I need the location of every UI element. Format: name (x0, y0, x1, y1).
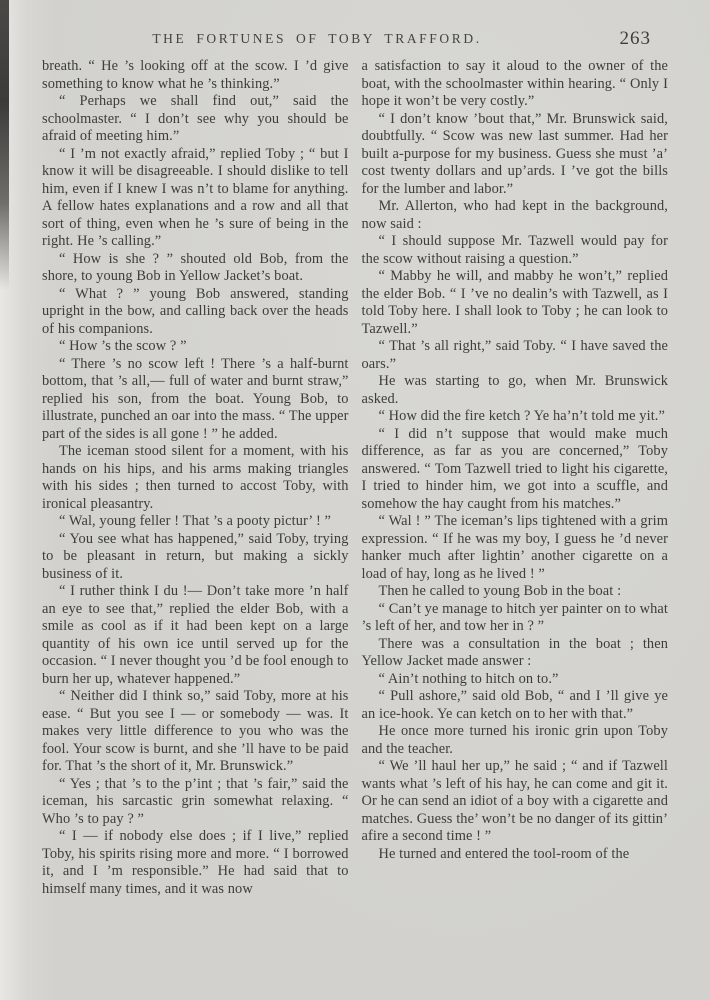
paragraph: He turned and entered the tool-room of the (378, 845, 630, 862)
paragraph: The iceman stood silent for a moment, with his hands on his hips, and his arms making triangles with his sides ; then turned to accost Toby, with ironical pleasantry. (42, 443, 349, 512)
running-head (42, 28, 668, 53)
paragraph: “ Neither did I think so,” said Toby, more at his ease. “ But you see I — or somebody — was. It makes very little difference to you who was the fool. Your scow is burnt, and she ’ll have to be paid for. That ’s the short of it, Mr. Brunswick.” (42, 688, 349, 774)
paragraph: “ We ’ll haul her up,” he said ; “ and if Tazwell wants what ’s left of his hay, he can come and git it. Or he can send an idiot of a boy with a cigarette and matches. Guess the’ won’t be no danger of its gittin’ afire a second time ! ” (361, 758, 668, 844)
paragraph: “ You see what has happened,” said Toby, trying to be pleasant in return, but making a sickly business of it. (42, 530, 349, 582)
paragraph: “ How ’s the scow ? ” (59, 338, 187, 354)
paragraph: “ I ’m not exactly afraid,” replied Toby ; “ but I know it will be disagreeable. I should dislike to tell him, even if I knew I was n’t to blame for anything. A fellow hates explanations and a row and all that sort of thing, even when he ’s sure of being in the right. He ’s calling.” (42, 145, 349, 249)
paragraph: “ I ruther think I du !— Don’t take more ’n half an eye to see that,” replied the elder Bob, with a smile as cool as if it had been kept on a large quantity of his own ice until served up for the occasion. “ I never thought you ’d be fool enough to burn her up, whatever happened.” (42, 583, 349, 687)
paragraph: “ Ain’t nothing to hitch on to.” (378, 670, 559, 687)
gutter-shadow (0, 0, 9, 290)
paragraph: There was a consultation in the boat ; then Yellow Jacket made answer : (361, 635, 668, 669)
paragraph: Then he called to young Bob in the boat : (378, 583, 622, 599)
paragraph: “ Can’t ye manage to hitch yer painter on to what ’s left of her, and tow her in ? ” (361, 600, 668, 634)
paragraph: “ What ? ” young Bob answered, standing upright in the bow, and calling back over the heads of his companions. (42, 285, 349, 337)
paragraph: “ How did the fire ketch ? Ye ha’n’t told me yit.” (378, 408, 665, 424)
paragraph: “ I did n’t suppose that would make much difference, as far as you are concerned,” Toby answered. “ Tom Tazwell tried to light his cigarette, I tried to hinder him, we got into a scuffle, and somehow the hay caught from his matches.” (361, 425, 668, 512)
paragraph: “ Pull ashore,” said old Bob, “ and I ’ll give ye an ice-hook. Ye can ketch on to her with that.” (361, 688, 668, 722)
paragraph: “ How is she ? ” shouted old Bob, from the shore, to young Bob in Yellow Jacket’s boat. (42, 250, 349, 284)
running-title: THE FORTUNES OF TOBY TRAFFORD. (152, 31, 482, 46)
paragraph: “ I don’t know ’bout that,” Mr. Brunswick said, doubtfully. “ Scow was new last summer. Had her built a-purpose for my business. Guess she must ’a’ cost twenty dollars and up’ards. I ’ve got the bills for the lumber and labor.” (361, 110, 668, 197)
paragraph: Mr. Allerton, who had kept in the background, now said : (361, 198, 668, 232)
paragraph: “ There ’s no scow left ! There ’s a half-burnt bottom, that ’s all,— full of water and burnt straw,” replied his son, from the boat. Young Bob, to illustrate, punched an oar into the mass. “ The upper part of the sides is all gone ! ” he added. (42, 355, 349, 442)
paragraph: “ I should suppose Mr. Tazwell would pay for the scow without raising a question.” (361, 233, 668, 267)
paragraph: a satisfaction to say it aloud to the owner of the boat, with the schoolmaster within hearing. “ Only I hope it won’t be very costly.” (361, 58, 668, 109)
paragraph: “ Perhaps we shall find out,” said the schoolmaster. “ I don’t see why you should be afraid of meeting him.” (42, 93, 349, 144)
paragraph: breath. “ He ’s looking off at the scow. I ’d give something to know what he ’s thinking.” (42, 58, 349, 92)
paragraph: He was starting to go, when Mr. Brunswick asked. (361, 373, 668, 407)
text-column-left (42, 58, 349, 898)
text-column-right (362, 58, 669, 898)
paragraph: “ Wal ! ” The iceman’s lips tightened with a grim expression. “ If he was my boy, I guess he ’d never hanker much after lightin’ another cigarette on a load of hay, long as he lived ! ” (361, 513, 668, 582)
text-block (42, 58, 668, 898)
paragraph: He once more turned his ironic grin upon Toby and the teacher. (361, 723, 668, 757)
paragraph: “ That ’s all right,” said Toby. “ I have saved the oars.” (361, 338, 668, 372)
page-number: 263 (619, 28, 651, 49)
paragraph: “ Yes ; that ’s to the p’int ; that ’s fair,” said the iceman, his sarcastic grin somewhat relaxing. “ Who ’s to pay ? ” (42, 775, 349, 827)
paragraph: “ Mabby he will, and mabby he won’t,” replied the elder Bob. “ I ’ve no dealin’s with Tazwell, as I told Toby here. I shall look to Toby ; he can look to Tazwell.” (361, 268, 668, 337)
paragraph: “ Wal, young feller ! That ’s a pooty pictur’ ! ” (59, 513, 332, 529)
paragraph: “ I — if nobody else does ; if I live,” replied Toby, his spirits rising more and more. “ I borrowed it, and I ’m responsible.” He had said that to himself many times, and it was now (42, 828, 349, 897)
